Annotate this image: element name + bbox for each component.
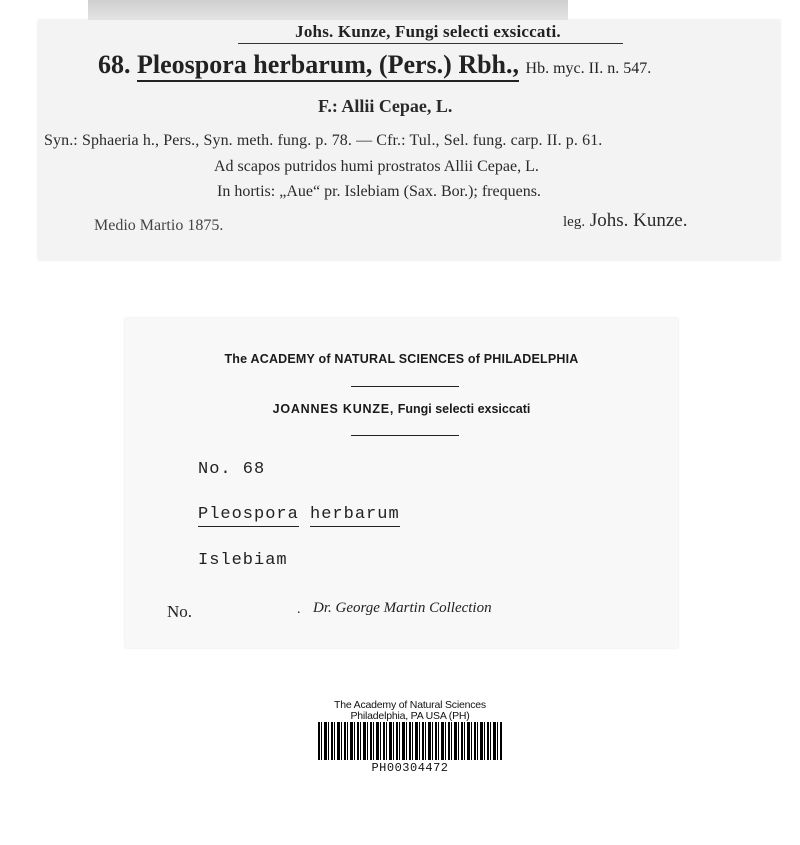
barcode-institution: The Academy of Natural Sciences	[334, 699, 486, 711]
specimen-number: 68.	[98, 50, 131, 79]
exsiccata-title	[98, 50, 651, 80]
no-label: No.	[167, 602, 193, 621]
barcode-icon	[318, 722, 502, 760]
header-rule	[238, 43, 623, 44]
rule-top	[351, 386, 459, 387]
rule-bottom	[351, 435, 459, 436]
paper-scrap-top	[88, 0, 568, 20]
collector-line: leg. Johs. Kunze.	[563, 210, 688, 231]
habitat-line: Ad scapos putridos humi prostratos Allii Cepae, L.	[214, 158, 539, 175]
collection-date: Medio Martio 1875.	[94, 217, 224, 234]
synonymy-line: Syn.: Sphaeria h., Pers., Syn. meth. fung. p. 78. — Cfr.: Tul., Sel. fung. carp. II. p. 61.	[44, 132, 603, 149]
host-line: F.: Allii Cepae, L.	[318, 96, 453, 116]
institution-title: The ACADEMY of NATURAL SCIENCES of PHILADELPHIA	[224, 352, 579, 366]
herbarium-reference: Hb. myc. II. n. 547.	[525, 60, 652, 77]
series-line: JOANNES KUNZE, Fungi selecti exsiccati	[272, 402, 531, 416]
typed-species: Pleospora herbarum	[198, 505, 400, 524]
typed-locality: Islebiam	[198, 551, 288, 570]
typed-number: No. 68	[198, 460, 266, 479]
barcode-place: Philadelphia, PA USA (PH)	[350, 710, 470, 722]
barcode-label	[300, 698, 520, 780]
barcode-number: PH00304472	[371, 761, 449, 775]
species-name: Pleospora herbarum, (Pers.) Rbh.,	[137, 50, 519, 82]
dot-mark: .	[297, 602, 301, 617]
collection-name: Dr. George Martin Collection	[313, 600, 492, 616]
academy-label	[125, 318, 678, 648]
exsiccata-header: Johs. Kunze, Fungi selecti exsiccati.	[295, 22, 561, 41]
locality-line: In hortis: „Aue“ pr. Islebiam (Sax. Bor.); frequens.	[217, 183, 541, 200]
exsiccata-label	[38, 20, 780, 260]
